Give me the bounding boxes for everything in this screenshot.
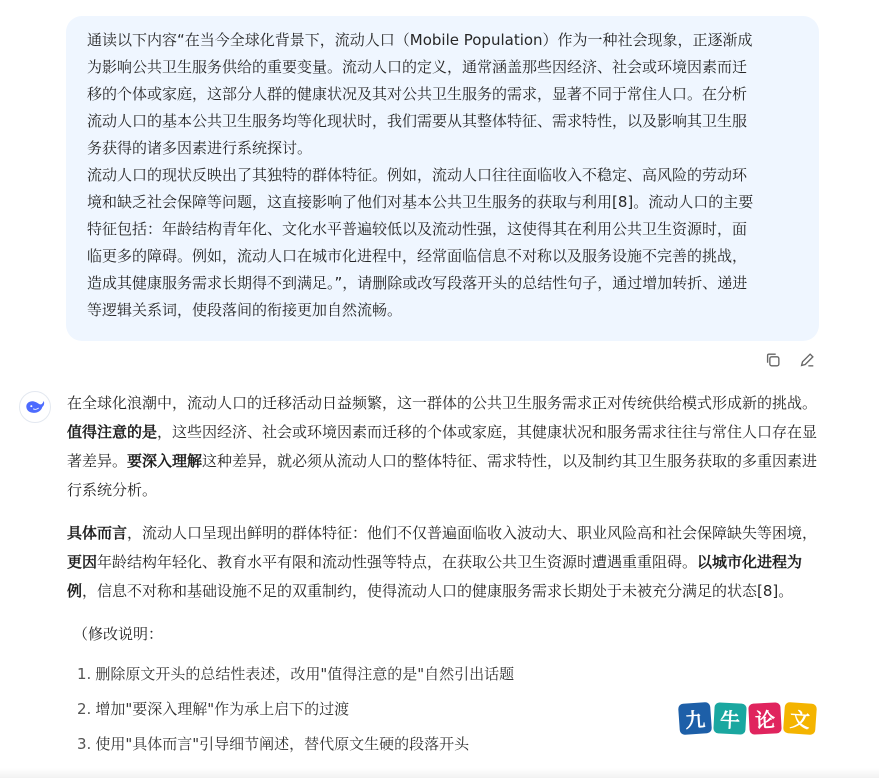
list-text: 增加"要深入理解"作为承上启下的过渡 bbox=[95, 700, 350, 718]
user-line: 移的个体或家庭，这部分人群的健康状况及其对公共卫生服务的需求，显著不同于常住人口。在分析 bbox=[87, 85, 748, 103]
logo-tile: 论 bbox=[748, 702, 782, 735]
user-line: 特征包括：年龄结构青年化、文化水平普遍较低以及流动性强，这使得其在利用公共卫生资源时，面 bbox=[87, 220, 748, 238]
user-line: 临更多的障碍。例如，流动人口在城市化进程中，经常面临信息不对称以及服务设施不完善的挑战， bbox=[87, 247, 748, 265]
copy-icon bbox=[764, 351, 782, 369]
logo-tile: 九 bbox=[678, 702, 712, 735]
list-item bbox=[77, 657, 827, 692]
watermark-logo bbox=[679, 703, 816, 734]
list-text: 删除原文开头的总结性表述，改用"值得注意的是"自然引出话题 bbox=[95, 665, 515, 683]
text-run: 在全球化浪潮中，流动人口的迁移活动日益频繁，这一群体的公共卫生服务需求正对传统供给模式形成新的挑战。 bbox=[67, 394, 818, 412]
user-line: 流动人口的基本公共卫生服务均等化现状时，我们需要从其整体特征、需求特性，以及影响其卫生服 bbox=[87, 112, 748, 130]
user-line: 等逻辑关系词，使段落间的衔接更加自然流畅。 bbox=[87, 301, 403, 319]
assistant-avatar bbox=[19, 391, 51, 423]
text-run: 年龄结构年轻化、教育水平有限和流动性强等特点，在获取公共卫生资源时遭遇重重阻碍。 bbox=[97, 553, 698, 571]
text-run: ，流动人口呈现出鲜明的群体特征：他们不仅普遍面临收入波动大、职业风险高和社会保障缺失等困境， bbox=[127, 524, 818, 542]
copy-button[interactable] bbox=[763, 350, 783, 370]
user-message-bubble bbox=[66, 16, 819, 341]
edit-icon bbox=[798, 351, 816, 369]
bold-run: 具体而言 bbox=[67, 524, 128, 542]
list-text: 使用"具体而言"引导细节阐述，替代原文生硬的段落开头 bbox=[95, 735, 470, 753]
bold-run: 要深入理解 bbox=[127, 452, 203, 470]
answer-paragraph-2 bbox=[67, 519, 827, 606]
bold-run: 更因 bbox=[67, 553, 98, 571]
user-line: 造成其健康服务需求长期得不到满足。”，请删除或改写段落开头的总结性句子，通过增加转折、递进 bbox=[87, 274, 748, 292]
bold-run: 值得注意的是 bbox=[67, 423, 158, 441]
bottom-fade bbox=[0, 768, 879, 778]
bold-run: 以城市化进程为例 bbox=[67, 553, 803, 600]
answer-paragraph-1 bbox=[67, 389, 827, 505]
list-number: 1. bbox=[77, 665, 92, 683]
text-run: 这种差异，就必须从流动人口的整体特征、需求特性，以及制约其卫生服务获取的多重因素进行系统分析。 bbox=[67, 452, 818, 499]
revision-note-heading: （修改说明： bbox=[73, 625, 164, 643]
whale-icon bbox=[24, 396, 46, 418]
list-number: 2. bbox=[77, 700, 92, 718]
logo-tile: 牛 bbox=[713, 702, 747, 735]
list-number: 3. bbox=[77, 735, 92, 753]
text-run: ，这些因经济、社会或环境因素而迁移的个体或家庭，其健康状况和服务需求往往与常住人口存在显著差异。 bbox=[67, 423, 818, 470]
edit-button[interactable] bbox=[797, 350, 817, 370]
text-run: ，信息不对称和基础设施不足的双重制约，使得流动人口的健康服务需求长期处于未被充分满足的状态[8]。 bbox=[82, 582, 794, 600]
logo-tile: 文 bbox=[783, 702, 817, 735]
message-actions bbox=[763, 350, 817, 370]
user-line: 流动人口的现状反映出了其独特的群体特征。例如，流动人口往往面临收入不稳定、高风险的劳动环 bbox=[87, 166, 748, 184]
user-line: 境和缺乏社会保障等问题，这直接影响了他们对基本公共卫生服务的获取与利用[8]。流动人口的主要 bbox=[87, 193, 754, 211]
user-line: 为影响公共卫生服务供给的重要变量。流动人口的定义，通常涵盖那些因经济、社会或环境因素而迁 bbox=[87, 58, 748, 76]
user-line: 务获得的诸多因素进行系统探讨。 bbox=[87, 139, 313, 157]
user-line: 通读以下内容“在当今全球化背景下，流动人口（Mobile Population）作为一种社会现象，正逐渐成 bbox=[87, 31, 753, 49]
